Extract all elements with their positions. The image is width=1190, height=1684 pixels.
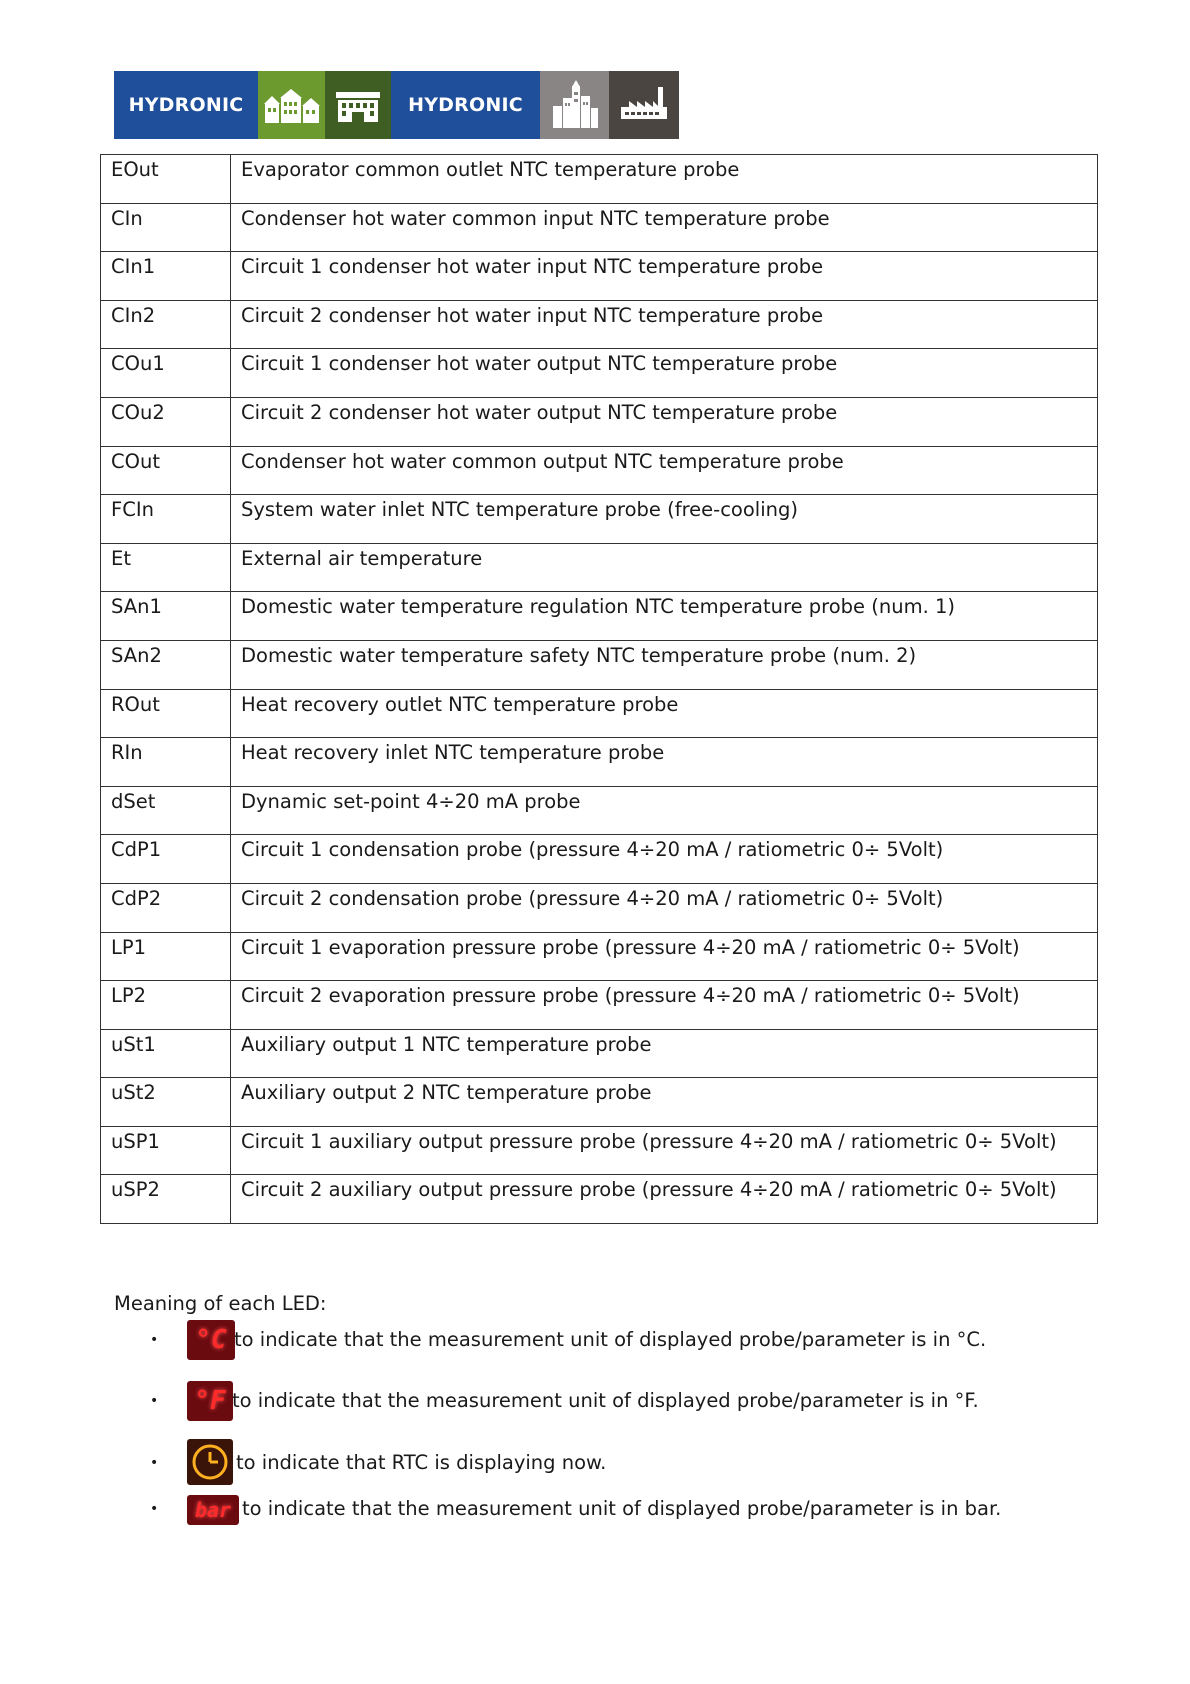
probe-code: FCIn [101, 495, 231, 544]
brand-label-right: HYDRONIC [408, 94, 523, 116]
led-description: to indicate that RTC is displaying now. [236, 1451, 607, 1474]
probe-code: uSt1 [101, 1029, 231, 1078]
probe-code: uSP1 [101, 1126, 231, 1175]
bullet: • [150, 1455, 159, 1471]
bullet: • [150, 1393, 159, 1409]
bar-led-icon [187, 1495, 239, 1525]
led-glyph: bar [194, 1498, 232, 1522]
hydronic-brand-left [114, 71, 258, 139]
probe-code: SAn2 [101, 640, 231, 689]
table-row [101, 155, 1098, 204]
residential-buildings-icon [258, 71, 325, 139]
probe-code: COu2 [101, 397, 231, 446]
probe-description: Domestic water temperature regulation NTC temperature probe (num. 1) [231, 592, 1098, 641]
probe-table [100, 154, 1098, 1224]
bullet: • [150, 1501, 159, 1517]
probe-code: ROut [101, 689, 231, 738]
probe-description: Circuit 1 evaporation pressure probe (pressure 4÷20 mA / ratiometric 0÷ 5Volt) [231, 932, 1098, 981]
probe-description: Circuit 1 condenser hot water input NTC temperature probe [231, 252, 1098, 301]
factory-icon [609, 71, 679, 139]
probe-description: Circuit 1 condenser hot water output NTC temperature probe [231, 349, 1098, 398]
table-row [101, 203, 1098, 252]
probe-code: COut [101, 446, 231, 495]
probe-code: CdP1 [101, 835, 231, 884]
probe-description: Heat recovery outlet NTC temperature probe [231, 689, 1098, 738]
probe-description: Evaporator common outlet NTC temperature probe [231, 155, 1098, 204]
table-row [101, 883, 1098, 932]
header-banner [114, 71, 679, 139]
probe-description: System water inlet NTC temperature probe (free-cooling) [231, 495, 1098, 544]
led-section-title: Meaning of each LED: [114, 1292, 327, 1315]
probe-code: LP2 [101, 981, 231, 1030]
table-row [101, 349, 1098, 398]
probe-description: Domestic water temperature safety NTC temperature probe (num. 2) [231, 640, 1098, 689]
probe-code: dSet [101, 786, 231, 835]
probe-code: CIn2 [101, 300, 231, 349]
hydronic-brand-right [391, 71, 540, 139]
led-description: to indicate that the measurement unit of displayed probe/parameter is in °F. [232, 1389, 979, 1412]
table-row [101, 1078, 1098, 1127]
commercial-building-icon [325, 71, 391, 139]
led-description: to indicate that the measurement unit of displayed probe/parameter is in bar. [242, 1497, 1002, 1520]
table-row [101, 981, 1098, 1030]
brand-label-left: HYDRONIC [128, 94, 244, 116]
probe-code: CIn [101, 203, 231, 252]
table-row [101, 1175, 1098, 1224]
probe-description: Circuit 2 condensation probe (pressure 4÷20 mA / ratiometric 0÷ 5Volt) [231, 883, 1098, 932]
led-description: to indicate that the measurement unit of displayed probe/parameter is in °C. [234, 1328, 987, 1351]
probe-code: SAn1 [101, 592, 231, 641]
probe-description: Circuit 2 auxiliary output pressure probe (pressure 4÷20 mA / ratiometric 0÷ 5Volt) [231, 1175, 1098, 1224]
celsius-led-icon [187, 1320, 235, 1360]
fahrenheit-led-icon [187, 1381, 233, 1421]
probe-description: Condenser hot water common input NTC temperature probe [231, 203, 1098, 252]
table-row [101, 495, 1098, 544]
table-row [101, 786, 1098, 835]
table-row [101, 543, 1098, 592]
clock-led-icon [187, 1439, 233, 1485]
probe-code: uSP2 [101, 1175, 231, 1224]
probe-code: Et [101, 543, 231, 592]
probe-code: CIn1 [101, 252, 231, 301]
probe-code: CdP2 [101, 883, 231, 932]
probe-description: Auxiliary output 1 NTC temperature probe [231, 1029, 1098, 1078]
table-row [101, 835, 1098, 884]
probe-description: Circuit 2 condenser hot water input NTC temperature probe [231, 300, 1098, 349]
table-row [101, 1029, 1098, 1078]
probe-description: Circuit 2 condenser hot water output NTC temperature probe [231, 397, 1098, 446]
probe-description: Circuit 1 condensation probe (pressure 4÷20 mA / ratiometric 0÷ 5Volt) [231, 835, 1098, 884]
probe-code: RIn [101, 738, 231, 787]
table-row [101, 932, 1098, 981]
table-row [101, 689, 1098, 738]
city-tower-icon [540, 71, 609, 139]
probe-description: Dynamic set-point 4÷20 mA probe [231, 786, 1098, 835]
table-row [101, 446, 1098, 495]
bullet: • [150, 1332, 159, 1348]
probe-description: Condenser hot water common output NTC temperature probe [231, 446, 1098, 495]
led-glyph: °F [194, 1386, 226, 1416]
table-row [101, 252, 1098, 301]
table-row [101, 738, 1098, 787]
probe-code: LP1 [101, 932, 231, 981]
probe-description: Auxiliary output 2 NTC temperature probe [231, 1078, 1098, 1127]
table-row [101, 640, 1098, 689]
probe-code: EOut [101, 155, 231, 204]
table-row [101, 1126, 1098, 1175]
table-row [101, 592, 1098, 641]
probe-description: Circuit 1 auxiliary output pressure probe (pressure 4÷20 mA / ratiometric 0÷ 5Volt) [231, 1126, 1098, 1175]
probe-code: uSt2 [101, 1078, 231, 1127]
probe-code: COu1 [101, 349, 231, 398]
probe-description: External air temperature [231, 543, 1098, 592]
led-glyph: °C [195, 1325, 227, 1355]
probe-description: Circuit 2 evaporation pressure probe (pressure 4÷20 mA / ratiometric 0÷ 5Volt) [231, 981, 1098, 1030]
table-row [101, 397, 1098, 446]
table-row [101, 300, 1098, 349]
probe-description: Heat recovery inlet NTC temperature probe [231, 738, 1098, 787]
